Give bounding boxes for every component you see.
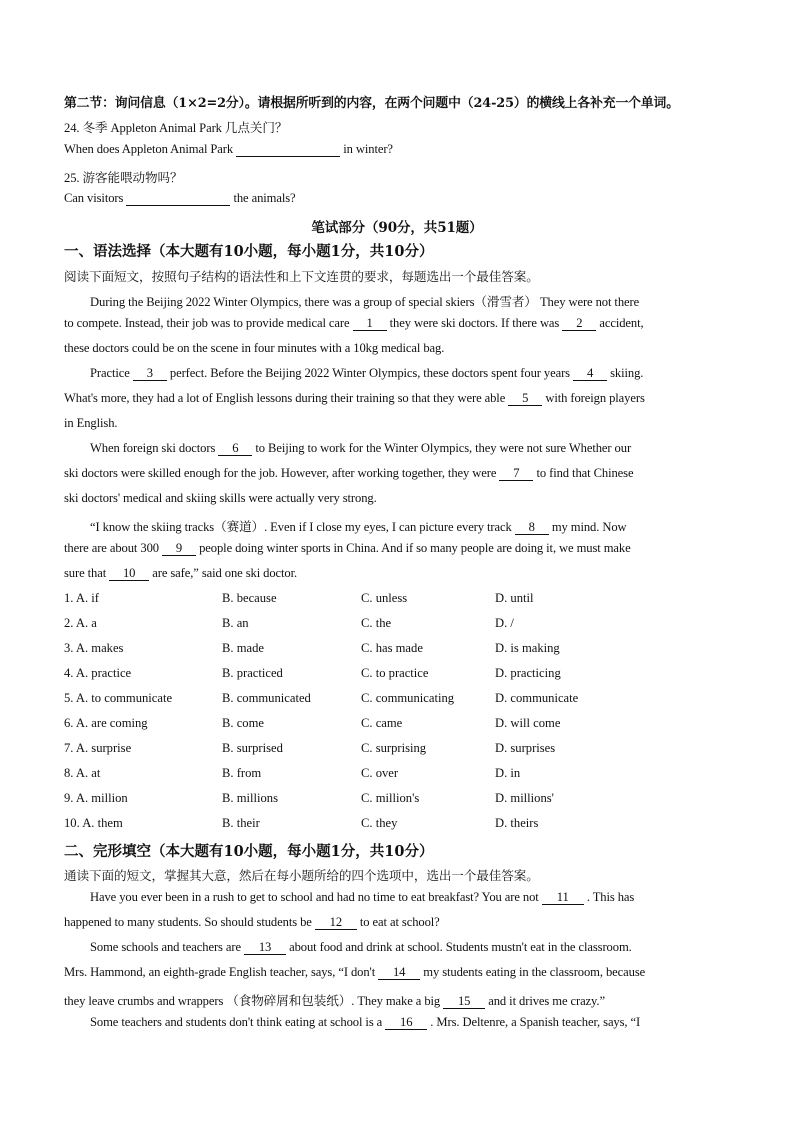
blank-10[interactable]: 10: [109, 566, 149, 581]
option-9-c[interactable]: C. million's: [361, 791, 420, 805]
blank-2[interactable]: 2: [562, 316, 596, 331]
option-10-d[interactable]: D. theirs: [495, 816, 539, 830]
option-6-b[interactable]: B. come: [222, 716, 264, 730]
cloze-passage-line: Have you ever been in a rush to get to school and had no time to eat breakfast? You are not 11 . This has: [90, 890, 635, 904]
cloze-passage-line: happened to many students. So should students be 12 to eat at school?: [64, 915, 440, 929]
blank-14[interactable]: 14: [378, 965, 420, 980]
blank-6[interactable]: 6: [218, 441, 252, 456]
option-1-c[interactable]: C. unless: [361, 591, 408, 605]
question-25-chinese: 25. 游客能喂动物吗？: [64, 171, 183, 185]
option-3-b[interactable]: B. made: [222, 641, 264, 655]
option-9-d[interactable]: D. millions': [495, 791, 554, 805]
listening-section-title: 第二节：询问信息（1×2=2分）。请根据所听到的内容，在两个问题中（24-25）的横线上各补充一个单词。: [64, 96, 679, 111]
blank-5[interactable]: 5: [508, 391, 542, 406]
grammar-passage-line: sure that 10 are safe,” said one ski doctor.: [64, 566, 298, 580]
option-1-a[interactable]: 1. A. if: [64, 591, 99, 605]
answer-blank-24[interactable]: [236, 142, 340, 157]
grammar-passage-line: “I know the skiing tracks（赛道）. Even if I close my eyes, I can picture every track 8 my mind. Now: [90, 520, 627, 534]
option-2-d[interactable]: D. /: [495, 616, 514, 630]
option-4-d[interactable]: D. practicing: [495, 666, 561, 680]
question-24-chinese: 24. 冬季 Appleton Animal Park 几点关门？: [64, 121, 288, 135]
question-25-english: Can visitors the animals?: [64, 191, 296, 205]
option-3-d[interactable]: D. is making: [495, 641, 560, 655]
option-7-a[interactable]: 7. A. surprise: [64, 741, 132, 755]
cloze-passage-line: Some schools and teachers are 13 about food and drink at school. Students mustn't eat in the classroom.: [90, 940, 632, 954]
option-2-a[interactable]: 2. A. a: [64, 616, 97, 630]
option-6-c[interactable]: C. came: [361, 716, 403, 730]
blank-11[interactable]: 11: [542, 890, 584, 905]
grammar-passage-line: Practice 3 perfect. Before the Beijing 2022 Winter Olympics, these doctors spent four years 4 skiing.: [90, 366, 644, 380]
written-part-title: 笔试部分（90分，共51题）: [311, 220, 483, 236]
option-2-b[interactable]: B. an: [222, 616, 249, 630]
option-8-a[interactable]: 8. A. at: [64, 766, 101, 780]
option-8-d[interactable]: D. in: [495, 766, 521, 780]
grammar-instruction: 阅读下面短文，按照句子结构的语法性和上下文连贯的要求，每题选出一个最佳答案。: [64, 270, 539, 284]
option-1-b[interactable]: B. because: [222, 591, 277, 605]
option-9-a[interactable]: 9. A. million: [64, 791, 128, 805]
blank-8[interactable]: 8: [515, 520, 549, 535]
option-10-c[interactable]: C. they: [361, 816, 398, 830]
option-1-d[interactable]: D. until: [495, 591, 534, 605]
option-3-a[interactable]: 3. A. makes: [64, 641, 124, 655]
option-5-c[interactable]: C. communicating: [361, 691, 455, 705]
option-7-d[interactable]: D. surprises: [495, 741, 556, 755]
option-5-b[interactable]: B. communicated: [222, 691, 311, 705]
option-5-a[interactable]: 5. A. to communicate: [64, 691, 173, 705]
blank-4[interactable]: 4: [573, 366, 607, 381]
grammar-passage-line: What's more, they had a lot of English lessons during their training so that they were able 5 with foreign players: [64, 391, 645, 405]
option-10-b[interactable]: B. their: [222, 816, 260, 830]
option-9-b[interactable]: B. millions: [222, 791, 278, 805]
option-7-b[interactable]: B. surprised: [222, 741, 283, 755]
blank-16[interactable]: 16: [385, 1015, 427, 1030]
cloze-instruction: 通读下面的短文，掌握其大意，然后在每小题所给的四个选项中，选出一个最佳答案。: [64, 869, 539, 883]
grammar-passage-line: there are about 300 9 people doing winter sports in China. And if so many people are doing it, we must make: [64, 541, 631, 555]
blank-3[interactable]: 3: [133, 366, 167, 381]
grammar-heading: 一、语法选择（本大题有10小题，每小题1分，共10分）: [64, 243, 434, 260]
option-8-b[interactable]: B. from: [222, 766, 262, 780]
blank-13[interactable]: 13: [244, 940, 286, 955]
cloze-passage-line: Some teachers and students don't think eating at school is a 16 . Mrs. Deltenre, a Spanish teacher, says, “I: [90, 1015, 641, 1029]
blank-12[interactable]: 12: [315, 915, 357, 930]
cloze-passage-line: Mrs. Hammond, an eighth-grade English teacher, says, “I don't 14 my students eating in the classroom, because: [64, 965, 646, 979]
blank-7[interactable]: 7: [499, 466, 533, 481]
option-6-d[interactable]: D. will come: [495, 716, 561, 730]
option-10-a[interactable]: 10. A. them: [64, 816, 123, 830]
question-24-english: When does Appleton Animal Park in winter?: [64, 142, 393, 156]
option-7-c[interactable]: C. surprising: [361, 741, 427, 755]
grammar-passage-line: to compete. Instead, their job was to provide medical care 1 they were ski doctors. If there was 2 accident,: [64, 316, 644, 330]
grammar-passage-line: When foreign ski doctors 6 to Beijing to work for the Winter Olympics, they were not sure Whether our: [90, 441, 632, 455]
option-5-d[interactable]: D. communicate: [495, 691, 579, 705]
grammar-passage-line: During the Beijing 2022 Winter Olympics, there was a group of special skiers（滑雪者） They were not there: [90, 295, 640, 309]
option-4-a[interactable]: 4. A. practice: [64, 666, 132, 680]
blank-1[interactable]: 1: [353, 316, 387, 331]
grammar-passage-line: ski doctors' medical and skiing skills were actually very strong.: [64, 491, 377, 505]
option-2-c[interactable]: C. the: [361, 616, 392, 630]
option-4-b[interactable]: B. practiced: [222, 666, 283, 680]
option-8-c[interactable]: C. over: [361, 766, 399, 780]
answer-blank-25[interactable]: [126, 191, 230, 206]
blank-9[interactable]: 9: [162, 541, 196, 556]
grammar-passage-line: ski doctors were skilled enough for the job. However, after working together, they were 7 to find that Chinese: [64, 466, 634, 480]
cloze-heading: 二、完形填空（本大题有10小题，每小题1分，共10分）: [64, 843, 434, 860]
blank-15[interactable]: 15: [443, 994, 485, 1009]
grammar-passage-line: in English.: [64, 416, 118, 430]
option-4-c[interactable]: C. to practice: [361, 666, 429, 680]
cloze-passage-line: they leave crumbs and wrappers （食物碎屑和包装纸）. They make a big 15 and it drives me crazy.”: [64, 994, 605, 1008]
option-3-c[interactable]: C. has made: [361, 641, 423, 655]
option-6-a[interactable]: 6. A. are coming: [64, 716, 148, 730]
grammar-passage-line: these doctors could be on the scene in four minutes with a 10kg medical bag.: [64, 341, 445, 355]
